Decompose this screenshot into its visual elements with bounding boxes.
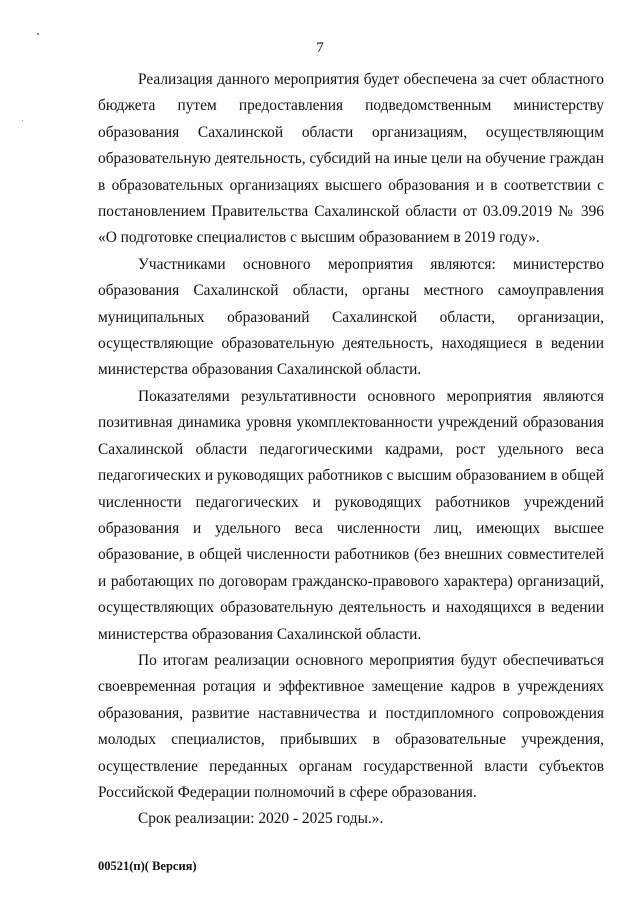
paragraph-results: По итогам реализации основного мероприятия будут обеспечиваться своевременная ротация и эффективное замещение кадров в учреждениях образования, развитие наставничества и постдипломного сопровождения молодых специалистов, прибывших в образовательные учреждения, осуществление переданных органам государственной власти субъектов Российской Федерации полномочий в сфере образования. — [98, 651, 604, 801]
scan-speck — [22, 120, 23, 121]
paragraph-indicators: Показателями результативности основного мероприятия являются позитивная динамика уровня укомплектованности учреждений образования Сахалинской области педагогическими кадрами, рост удельного веса педагогических и руководящих работников с высшим образованием в общей численности педагогических и руководящих работников учреждений образования и удельного веса численности лиц, имеющих высшее образование, в общей численности работников (без внешних совместителей и работающих по договорам гражданско-правового характера) организаций, осуществляющих образовательную деятельность и находящихся в ведении министерства образования Сахалинской области. — [98, 387, 604, 643]
scan-speck — [37, 33, 39, 35]
page-number: 7 — [316, 40, 324, 56]
paragraph-funding: Реализация данного мероприятия будет обеспечена за счет областного бюджета путем предоставления подведомственным министерству образования Сахалинской области организациям, осуществляющим образовательную деятельность, субсидий на иные цели на обучение граждан в образовательных организациях высшего образования и в соответствии с постановлением Правительства Сахалинской области от 03.09.2019 № 396 «О подготовке специалистов с высшим образованием в 2019 году». — [98, 71, 604, 247]
paragraph-timeline: Срок реализации: 2020 - 2025 годы.». — [138, 810, 384, 828]
version-note: ( Версия) — [144, 859, 197, 873]
document-body — [98, 67, 604, 833]
paragraph-participants: Участниками основного мероприятия являются: министерство образования Сахалинской области, органы местного самоуправления муниципальных образований Сахалинской области, организации, осуществляющие образовательную деятельность, находящиеся в ведении министерства образования Сахалинской области. — [98, 255, 604, 379]
document-code: 00521(п) — [98, 859, 145, 873]
document-footer — [98, 858, 197, 874]
